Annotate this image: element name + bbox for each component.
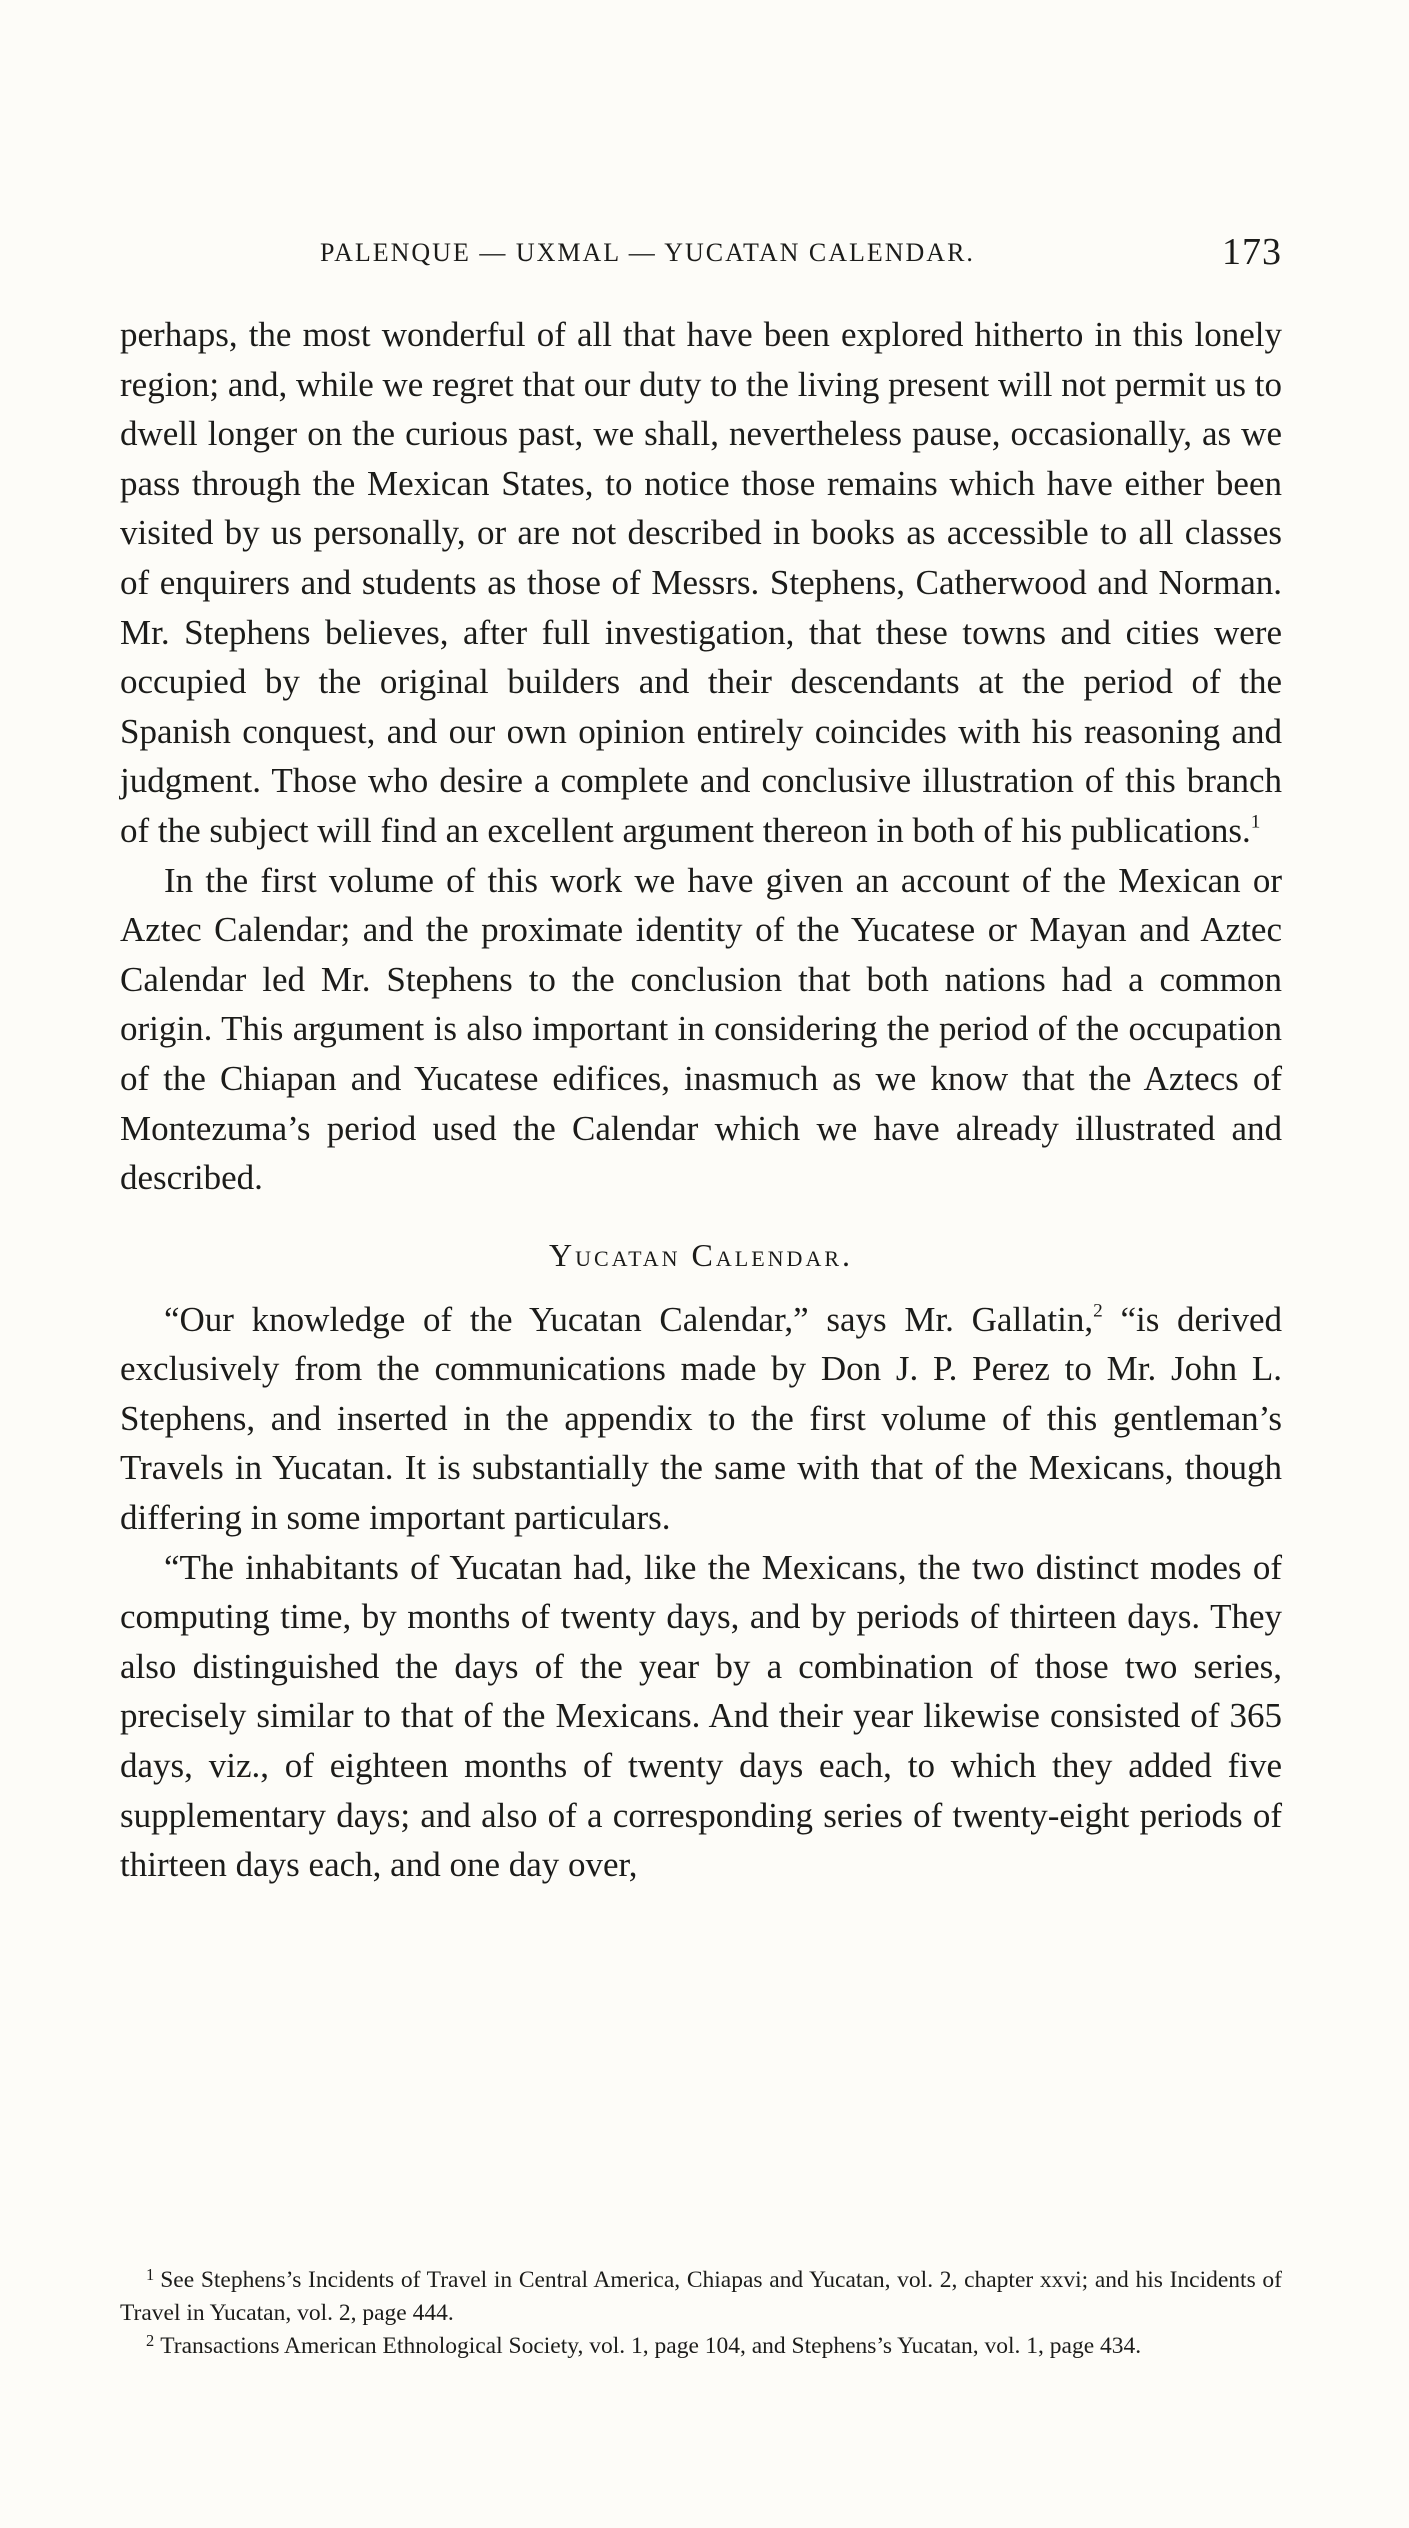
- footnote-ref-2: 2: [1093, 1300, 1103, 1322]
- paragraph-3-text-b: “is derived exclusively from the communications made by Don J. P. Perez to Mr. John L. Stephens, and inserted in the appendix to the first volume of this gentleman’s Travels in Yucatan. It is substantially the same with that of the Mexicans, though differing in some important particulars.: [120, 1299, 1282, 1538]
- footnote-1-text: See Stephens’s Incidents of Travel in Central America, Chiapas and Yucatan, vol. 2, chapter xxvi; and his Incidents of Travel in Yucatan, vol. 2, page 444.: [120, 2267, 1282, 2326]
- paragraph-2: In the first volume of this work we have given an account of the Mexican or Aztec Calendar; and the proximate identity of the Yucatese or Mayan and Aztec Calendar led Mr. Stephens to the conclusion that both nations had a common origin. This argument is also important in considering the period of the occupation of the Chiapan and Yucatese edifices, inasmuch as we know that the Aztecs of Montezuma’s period used the Calendar which we have already illustrated and described.: [120, 860, 1282, 1198]
- footnote-1: [120, 2264, 1282, 2330]
- paragraph-3: [120, 1295, 1282, 1543]
- footnote-2: [120, 2330, 1282, 2363]
- section-title: Yucatan Calendar.: [548, 1236, 854, 1273]
- paragraph-4: “The inhabitants of Yucatan had, like the Mexicans, the two distinct modes of computing time, by months of twenty days, and by periods of thirteen days. They also distinguished the days of the year by a combination of those two series, precisely similar to that of the Mexicans. And their year likewise consisted of 365 days, viz., of eighteen months of twenty days each, to which they added five supplementary days; and also of a corresponding series of twenty-eight periods of thirteen days each, and one day over,: [120, 1547, 1282, 1885]
- footnote-1-mark: 1: [146, 2264, 155, 2284]
- running-head: [120, 228, 1282, 288]
- paragraph-1-text: perhaps, the most wonderful of all that have been explored hitherto in this lonely region; and, while we regret that our duty to the living present will not permit us to dwell longer on the curious past, we shall, nevertheless pause, occasionally, as we pass through the Mexican States, to notice those remains which have either been visited by us personally, or are not described in books as accessible to all classes of enquirers and students as those of Messrs. Stephens, Catherwood and Norman. Mr. Stephens believes, after full investigation, that these towns and cities were occupied by the original builders and their descendants at the period of the Spanish conquest, and our own opinion entirely coincides with his reasoning and judgment. Those who desire a complete and conclusive illustration of this branch of the subject will find an excellent argument thereon in both of his publications.: [120, 315, 1282, 850]
- running-title: PALENQUE — UXMAL — YUCATAN CALENDAR.: [320, 238, 975, 267]
- page-number: 173: [1222, 231, 1282, 273]
- footnotes: [120, 2264, 1282, 2363]
- paragraph-3-text-a: “Our knowledge of the Yucatan Calendar,” says Mr. Gallatin,: [164, 1299, 1094, 1339]
- body-text: [120, 310, 1282, 1890]
- footnote-2-mark: 2: [146, 2330, 155, 2350]
- paragraph-1: [120, 310, 1282, 856]
- footnote-ref-1: 1: [1250, 811, 1261, 833]
- footnote-2-text: Transactions American Ethnological Society, vol. 1, page 104, and Stephens’s Yucatan, vol. 1, page 434.: [160, 2333, 1142, 2359]
